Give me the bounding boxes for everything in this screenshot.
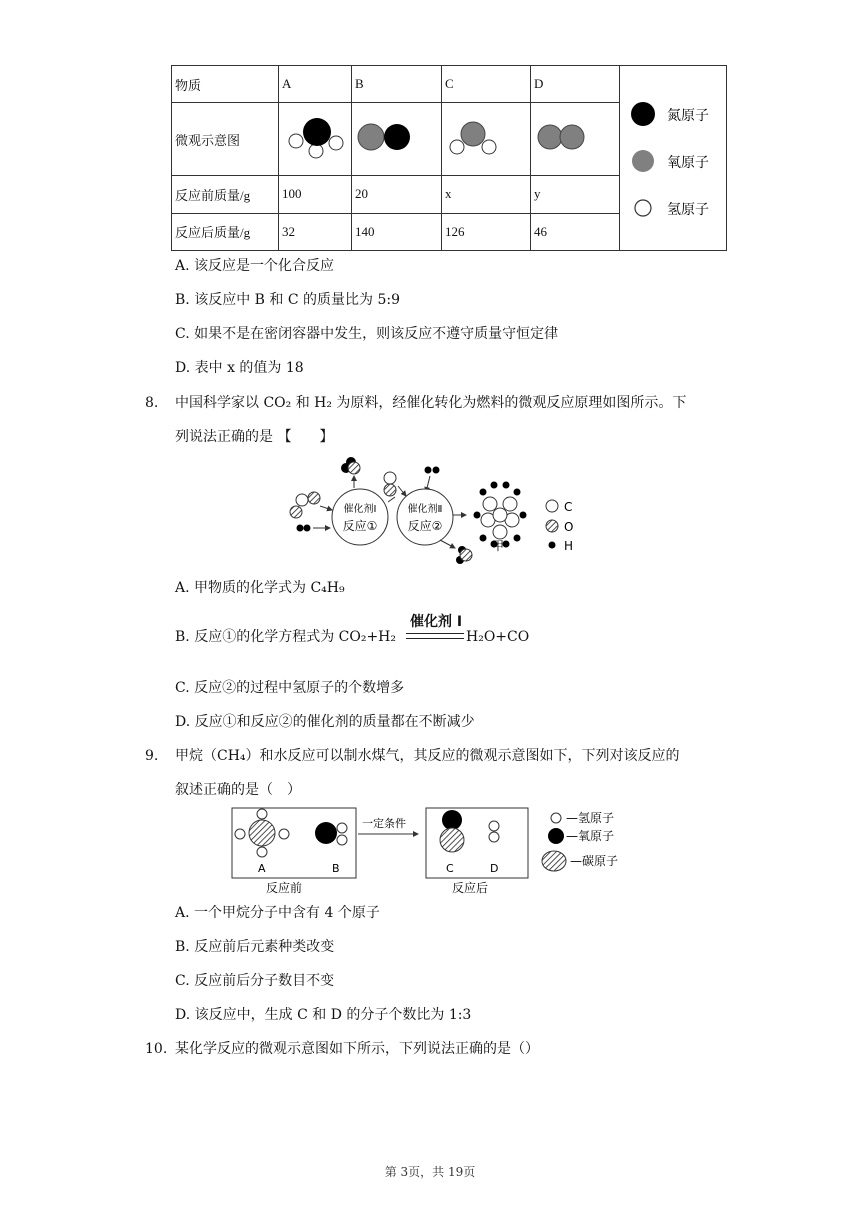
label-a: A	[258, 862, 266, 875]
h2-molecule-icon-2	[425, 467, 440, 474]
h2o-molecule-icon-2	[456, 546, 472, 564]
q7-option-b: B. 该反应中 B 和 C 的质量比为 5:9	[175, 292, 400, 308]
q9-option-c: C. 反应前后分子数目不变	[175, 973, 335, 989]
molecule-b-cell	[352, 103, 442, 176]
before-a: 100	[279, 176, 352, 213]
oxygen-atom-icon-3	[548, 828, 564, 844]
q8-number: 8.	[145, 395, 159, 411]
molecule-b-icon	[355, 107, 435, 167]
product-label: 甲	[492, 539, 505, 553]
q9-option-b: B. 反应前后元素种类改变	[175, 939, 335, 955]
molecule-a-cell	[279, 103, 352, 176]
molecule-d-cell	[531, 103, 620, 176]
legend-oxygen: 氧原子	[667, 155, 709, 171]
q9-figure	[228, 806, 638, 898]
q10-number: 10.	[145, 1041, 168, 1057]
legend-hydrogen: 氢原子	[667, 202, 709, 218]
q8-option-c: C. 反应②的过程中氢原子的个数增多	[175, 680, 405, 696]
label-b: B	[332, 862, 340, 875]
caption-after: 反应后	[452, 881, 489, 895]
oxygen-atom-icon	[632, 150, 654, 172]
q7-table	[171, 65, 727, 251]
hydrogen-atom-icon-2	[549, 542, 556, 549]
molecule-c-icon	[445, 107, 525, 167]
catalyst1-label: 催化剂Ⅰ	[343, 504, 377, 515]
q8-option-b-suffix: H₂O+CO	[466, 629, 530, 645]
before-c: x	[442, 176, 531, 213]
co-molecule-icon-2	[440, 810, 464, 852]
q9-option-d: D. 该反应中，生成 C 和 D 的分子个数比为 1:3	[175, 1007, 472, 1023]
hydrogen-atom-icon	[635, 200, 651, 216]
co2-molecule-icon	[290, 492, 320, 518]
condition-label: 一定条件	[362, 817, 406, 830]
reaction2-circle	[397, 489, 453, 545]
after-a: 32	[279, 213, 352, 250]
legend-oxygen-q9: —氧原子	[566, 829, 615, 843]
q8-stem-line1: 中国科学家以 CO₂ 和 H₂ 为原料，经催化转化为燃料的微观反应原理如图所示。下	[175, 395, 687, 411]
q9-number: 9.	[145, 748, 159, 764]
legend-nitrogen: 氮原子	[667, 108, 709, 124]
label-d: D	[490, 862, 499, 875]
carbon-atom-icon	[546, 500, 558, 512]
molecule-c-cell	[442, 103, 531, 176]
q9-option-a: A. 一个甲烷分子中含有 4 个原子	[175, 905, 380, 921]
header-c: C	[442, 66, 531, 103]
row-label-substance: 物质	[172, 66, 279, 103]
molecule-d-icon	[534, 107, 614, 167]
q8-option-b-condition: 催化剂 I	[409, 614, 463, 630]
before-b: 20	[352, 176, 442, 213]
caption-before: 反应前	[266, 881, 303, 895]
q10-stem: 某化学反应的微观示意图如下所示，下列说法正确的是（）	[175, 1041, 539, 1057]
header-a: A	[279, 66, 352, 103]
row-label-before: 反应前质量/g	[172, 176, 279, 213]
after-d: 46	[531, 213, 620, 250]
hydrogen-atom-icon-3	[551, 813, 561, 823]
row-label-after: 反应后质量/g	[172, 213, 279, 250]
q7-legend-svg	[623, 66, 723, 246]
q8-figure	[280, 452, 600, 570]
carbon-atom-icon-2	[542, 851, 566, 871]
q9-stem-line1: 甲烷（CH₄）和水反应可以制水煤气，其反应的微观示意图如下，下列对该反应的	[175, 748, 680, 764]
q7-option-c: C. 如果不是在密闭容器中发生，则该反应不遵守质量守恒定律	[175, 326, 559, 342]
header-b: B	[352, 66, 442, 103]
legend-o: O	[564, 520, 574, 534]
reaction1-circle	[332, 489, 388, 545]
label-c: C	[446, 862, 454, 875]
q8-option-d: D. 反应①和反应②的催化剂的质量都在不断减少	[175, 714, 475, 730]
legend-h: H	[564, 539, 574, 553]
molecule-a-icon	[282, 107, 348, 167]
page-footer: 第 3页，共 19页	[384, 1165, 476, 1179]
reaction2-label: 反应②	[407, 519, 443, 533]
h2o-molecule-icon	[341, 457, 360, 474]
q8-stem-line2: 列说法正确的是 【 】	[175, 429, 334, 445]
q8-option-a: A. 甲物质的化学式为 C₄H₉	[175, 580, 345, 596]
q7-legend	[620, 66, 727, 251]
before-d: y	[531, 176, 620, 213]
h2-molecule-icon	[297, 525, 311, 532]
product-molecule-icon	[474, 482, 527, 548]
q7-option-d: D. 表中 x 的值为 18	[175, 360, 304, 376]
co-molecule-icon	[384, 472, 396, 496]
header-d: D	[531, 66, 620, 103]
legend-c: C	[564, 500, 573, 514]
legend-carbon-q9: —碳原子	[570, 854, 619, 868]
row-label-micro: 微观示意图	[172, 103, 279, 176]
after-b: 140	[352, 213, 442, 250]
catalyst2-label: 催化剂Ⅱ	[407, 504, 443, 515]
legend-hydrogen-q9: —氢原子	[566, 811, 615, 825]
q9-stem-line2: 叙述正确的是（ ）	[175, 782, 301, 798]
q8-option-b: B. 反应①的化学方程式为 CO₂+H₂	[175, 629, 396, 645]
equals-sign	[406, 633, 464, 639]
after-c: 126	[442, 213, 531, 250]
q7-option-a: A. 该反应是一个化合反应	[175, 258, 335, 274]
oxygen-atom-icon-2	[546, 520, 558, 532]
nitrogen-atom-icon	[631, 102, 655, 126]
reaction1-label: 反应①	[342, 519, 378, 533]
